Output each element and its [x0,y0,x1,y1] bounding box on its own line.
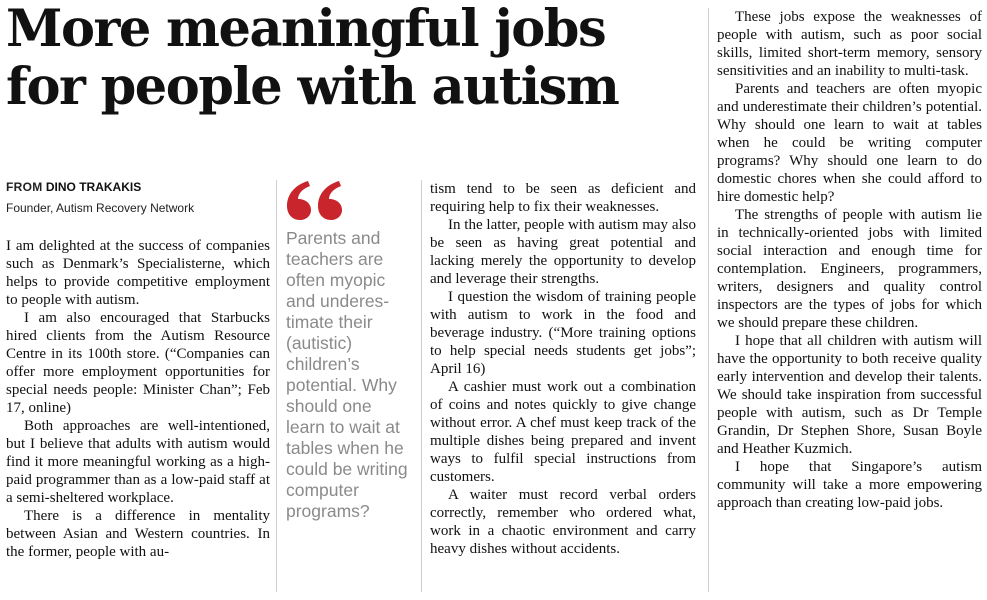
author-name: DINO TRAKAKIS [45,180,142,194]
paragraph: I question the wisdom of training people with autism to work in the food and beverage industry. (“More training options to help special needs students get jobs”; April 16) [430,289,696,377]
paragraph: There is a difference in mentality between Asian and Western countries. In the former, people with au- [6,508,270,560]
paragraph: I am also encouraged that Starbucks hired clients from the Autism Resource Centre in its 100th store. (“Companies can offer more employment opportunities for special needs people: Minister Chan”; Feb 17, online) [6,310,270,416]
paragraph: The strengths of people with autism lie in technically-oriented jobs with limited social interaction and enough time for contemplation. Engineers, programmers, writers, designers and quality control inspectors are the types of jobs for which we should prepare these children. [717,207,982,331]
headline-line-2: for people with autism [6,57,619,117]
paragraph: tism tend to be seen as deficient and requiring help to fix their weaknesses. [430,181,696,215]
paragraph: I hope that Singapore’s autism community will take a more empowering approach than creating low-paid jobs. [717,459,982,511]
paragraph: A cashier must work out a combination of coins and notes quickly to give change without error. A chef must keep track of the multiple dishes being prepared and invent ways to fulfil special instructions from customers. [430,379,696,485]
paragraph: A waiter must record verbal orders correctly, remember who ordered what, work in a chaotic environment and carry heavy dishes without accidents. [430,487,696,557]
article-column-4 [717,8,982,512]
paragraph: Parents and teachers are often myopic and underestimate their children’s potential. Why should one learn to wait at tables when he could be writing computer programs? Why should one learn to do domestic chores when she could afford to hire domestic help? [717,81,982,205]
paragraph: Both approaches are well-intentioned, but I believe that adults with autism would find it more meaningful working as a high-paid programmer than as a low-paid staff at a semi-sheltered workplace. [6,418,270,506]
pull-quote-text: Parents and teachers are often myopic and underes-timate their (autistic) children’s potential. Why should one learn to wait at tables when he could be writing computer programs? [286,228,408,521]
column-divider [276,180,277,592]
paragraph: In the latter, people with autism may also be seen as having great potential and lacking merely the opportunity to develop and leverage their strengths. [430,217,696,287]
quote-glyph-right [318,181,342,220]
byline [6,180,141,194]
article-column-3 [430,180,696,558]
column-divider [708,8,709,592]
paragraph: I hope that all children with autism will have the opportunity to both receive quality early intervention and develop their talents. We should take inspiration from successful people with autism, such as Dr Temple Grandin, Dr Stephen Shore, Susan Boyle and Heather Kuzmich. [717,333,982,457]
quote-glyph-left [287,181,311,220]
paragraph: These jobs expose the weaknesses of people with autism, such as poor social skills, limited short-term memory, sensory sensitivities and an inability to multi-task. [717,9,982,79]
paragraph: I am delighted at the success of companies such as Denmark’s Specialisterne, which helps to provide competitive employment to people with autism. [6,238,270,308]
article-column-1 [6,237,270,561]
column-divider [421,180,422,592]
quotation-mark-icon [286,180,346,220]
author-role: Founder, Autism Recovery Network [6,201,195,215]
byline-from-label: FROM [6,180,43,194]
pull-quote [286,180,414,522]
headline [6,0,706,116]
headline-line-1: More meaningful jobs [6,0,606,59]
